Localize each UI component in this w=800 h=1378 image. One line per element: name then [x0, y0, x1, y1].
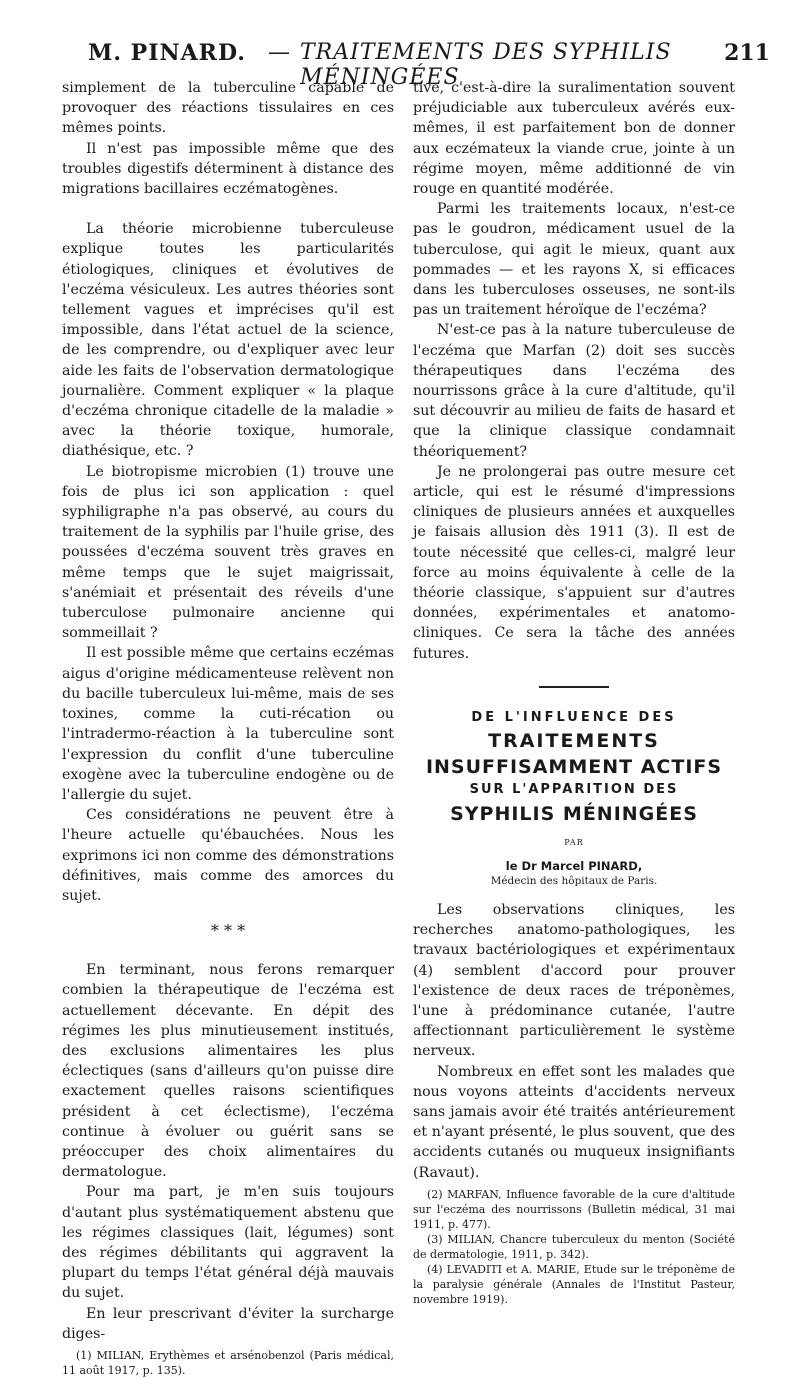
byline-par: PAR: [564, 837, 584, 847]
paragraph: Parmi les traitements locaux, n'est-ce pas le goudron, médicament usuel de la tuberculose, qui agit le mieux, quant aux pommades — et les rayons X, si efficaces dans les tuberculoses osseuses, ne sont-ils pas un traitement héroïque de l'eczéma?: [413, 201, 735, 319]
article-title-line: TRAITEMENTS: [488, 729, 660, 752]
page-number: 211: [724, 40, 770, 66]
running-head-author: M. PINARD.: [88, 40, 246, 66]
article-title-line: SYPHILIS MÉNINGÉES: [450, 802, 698, 825]
paragraph: La théorie microbienne tuberculeuse explique toutes les particularités étiologiques, cliniques et évolutives de l'eczéma vésiculeux. Les autres théories sont tellement vagues et imprécises qu'il est impossible, dans l'état actuel de la science, de les comprendre, ou d'expliquer avec leur aide les faits de l'observation dermatologique journalière. Comment expliquer « la plaque d'eczéma chronique citadelle de la maladie » avec la théorie toxique, humorale, diathésique, etc. ?: [62, 221, 394, 460]
section-divider: [539, 686, 609, 688]
paragraph: En leur prescrivant d'éviter la surcharge diges-: [62, 1305, 394, 1342]
right-column: [413, 78, 735, 1307]
paragraph: Je ne prolongerai pas outre mesure cet article, qui est le résumé d'impressions cliniques de plusieurs années et auxquelles je faisais allusion dès 1911 (3). Il est de toute nécessité que celles-ci, malgré leur force au moins équivalente à celle de la théorie classique, s'appuient sur d'autres données, expérimentales et anatomo-cliniques. Ce sera la tâche des années futures.: [413, 463, 735, 662]
paragraph: Les observations cliniques, les recherches anatomo-pathologiques, les travaux bactériologiques et expérimentaux (4) semblent d'accord pour prouver l'existence de deux races de tréponèmes, l'une à prédominance cutanée, l'autre affectionnant particulièrement le système nerveux.: [413, 901, 735, 1060]
left-column: [62, 78, 394, 1378]
author-affiliation: Médecin des hôpitaux de Paris.: [490, 874, 658, 887]
paragraph: Le biotropisme microbien (1) trouve une fois de plus ici son application : quel syphiligraphe n'a pas observé, au cours du traitement de la syphilis par l'huile grise, des poussées d'eczéma souvent très graves en même temps que le sujet maigrissait, s'anémiait et présentait des réveils d'une tuberculose pulmonaire ancienne qui sommeillait ?: [62, 463, 394, 642]
paragraph: N'est-ce pas à la nature tuberculeuse de l'eczéma que Marfan (2) doit ses succès thérapeutiques dans l'eczéma des nourrissons grâce à la cure d'altitude, qu'il sut découvrir au milieu de faits de hasard et que la clinique classique condamnait théoriquement?: [413, 322, 735, 460]
article-title-line: SUR L'APPARITION DES: [469, 781, 679, 797]
paragraph: Ces considérations ne peuvent être à l'heure actuelle qu'ébauchées. Nous les exprimons ici non comme des démonstrations définitives, mais comme des amorces du sujet.: [62, 807, 394, 904]
running-head: [60, 40, 770, 90]
paragraph: Nombreux en effet sont les malades que nous voyons atteints d'accidents nerveux sans jamais avoir été traités antérieurement et n'ayant présenté, le plus souvent, que des accidents cutanés ou muqueux insignifiants (Ravaut).: [413, 1063, 735, 1181]
footnotes: [413, 1187, 735, 1307]
footnote: (2) MARFAN, Influence favorable de la cure d'altitude sur l'eczéma des nourrissons (Bulletin médical, 31 mai 1911, p. 477).: [413, 1187, 735, 1231]
paragraph: simplement de la tuberculine capable de provoquer des réactions tissulaires en ces mêmes points.: [62, 80, 394, 137]
running-head-separator: —: [268, 40, 290, 65]
paragraph: Il est possible même que certains eczémas aigus d'origine médicamenteuse relèvent non du bacille tuberculeux lui-même, mais de ses toxines, comme la cuti-récation ou l'intradermo-réaction à la tuberculine sont l'expression du conflit d'une tuberculine exogène avec la tuberculine endogène ou de l'allergie du sujet.: [62, 645, 394, 803]
article-title-line: INSUFFISAMMENT ACTIFS: [425, 755, 723, 778]
paragraph: tive, c'est-à-dire la suralimentation souvent préjudiciable aux tuberculeux avérés eux-mêmes, il est parfaitement bon de donner aux eczémateux la viande crue, jointe à un régime moyen, même additionné de vin rouge en quantité modérée.: [413, 80, 735, 198]
article-author: le Dr Marcel PINARD,: [505, 858, 643, 873]
footnote: (3) MILIAN, Chancre tuberculeux du menton (Société de dermatologie, 1911, p. 342).: [413, 1232, 735, 1261]
article-title-line: DE L'INFLUENCE DES: [471, 709, 677, 725]
section-break-asterisks: * * *: [210, 921, 246, 941]
footnote: (4) LEVADITI et A. MARIE, Etude sur le tréponème de la paralysie générale (Annales de l'Institut Pasteur, novembre 1919).: [413, 1262, 735, 1306]
footnote: (1) MILIAN, Erythèmes et arsénobenzol (Paris médical, 11 août 1917, p. 135).: [62, 1348, 394, 1377]
running-head-title: TRAITEMENTS DES SYPHILIS MÉNINGÉES: [300, 40, 672, 90]
paragraph: Il n'est pas impossible même que des troubles digestifs déterminent à distance des migrations bacillaires eczématogènes.: [62, 140, 394, 198]
paragraph: Pour ma part, je m'en suis toujours d'autant plus systématiquement abstenu que les régimes classiques (lait, légumes) sont des régimes débilitants qui aggravent la plupart du temps l'état général déjà mauvais du sujet.: [62, 1184, 394, 1302]
article-heading: [413, 708, 735, 888]
paragraph: En terminant, nous ferons remarquer combien la thérapeutique de l'eczéma est actuellement décevante. En dépit des régimes les plus minutieusement institués, des exclusions alimentaires les plus éclectiques (sans d'ailleurs qu'on puisse dire exactement quelles raisons scientifiques président à cet éclectisme), l'eczéma continue à évoluer ou guérit sans se préoccuper des choix alimentaires du dermatologue.: [62, 962, 394, 1181]
footnotes: [62, 1348, 394, 1378]
